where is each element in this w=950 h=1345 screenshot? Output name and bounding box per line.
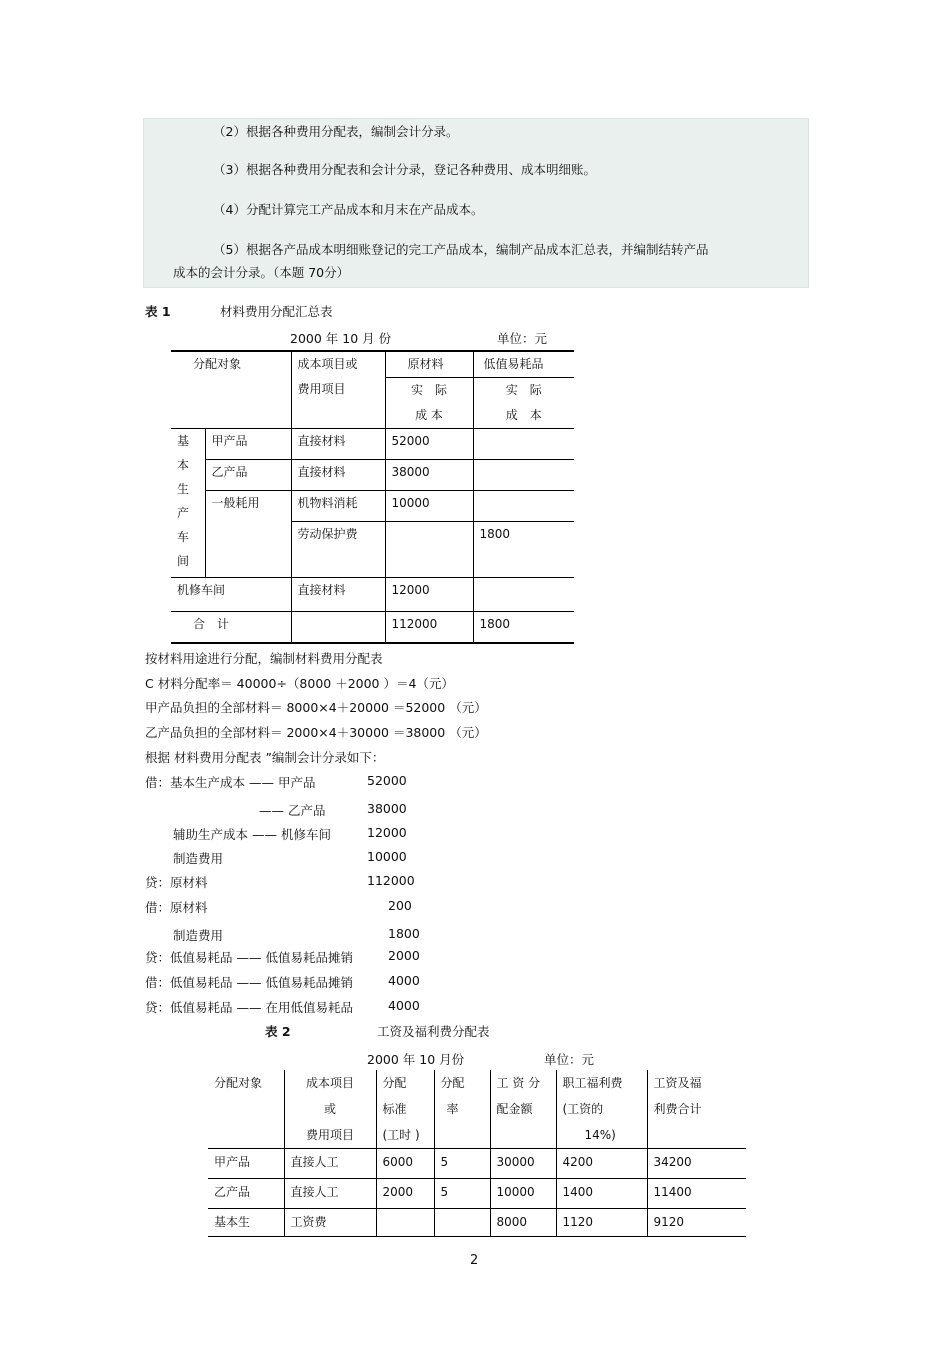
calc-line2: C 材料分配率＝ 40000÷（8000 ＋2000 ）＝4（元）	[145, 676, 454, 691]
cell-welfare: 4200	[556, 1149, 647, 1179]
cell-rate	[434, 1209, 490, 1237]
instruction-5-line2: 成本的会计分录。（本题 70分）	[173, 265, 350, 280]
table1-period: 2000 年 10 月 份	[290, 331, 392, 346]
header-item	[284, 1070, 376, 1149]
header-rate-l1: 分配	[440, 1076, 465, 1090]
header-low-sub2: 成 本	[505, 408, 542, 422]
journal-amount: 200	[388, 898, 412, 913]
cell-total: 9120	[653, 1215, 685, 1229]
journal-label: —— 乙产品	[259, 803, 326, 818]
journal-label: 制造费用	[173, 928, 224, 943]
header-wage-l2: 配金额	[496, 1102, 533, 1116]
row-sub: 一般耗用	[205, 491, 291, 578]
journal-label: 制造费用	[173, 851, 224, 866]
cell-wage: 10000	[490, 1179, 556, 1209]
header-raw-sub	[385, 378, 473, 429]
table1-label: 表 1	[145, 304, 171, 319]
cell-std: 2000	[376, 1179, 434, 1209]
header-low: 低值易耗品	[473, 351, 574, 378]
row-raw: 10000	[385, 491, 473, 522]
header-total-l2: 利费合计	[653, 1102, 702, 1116]
row-raw	[385, 522, 473, 578]
row-raw: 52000	[385, 429, 473, 460]
row-low: 1800	[479, 527, 511, 541]
header-raw: 原材料	[385, 351, 473, 378]
header-item-line1: 成本项目或	[297, 357, 358, 371]
group-char: 本	[177, 458, 190, 472]
journal-label: 贷：原材料	[145, 875, 208, 890]
row-low	[473, 491, 574, 522]
material-cost-table	[171, 350, 574, 644]
header-wage	[490, 1070, 556, 1149]
cell-wage: 8000	[490, 1209, 556, 1237]
header-item-l3: 费用项目	[305, 1128, 354, 1142]
wage-welfare-table	[208, 1070, 746, 1237]
page-number: 2	[470, 1253, 479, 1268]
header-welfare-l1: 职工福利费	[562, 1076, 623, 1090]
calc-line4: 乙产品负担的全部材料＝ 2000×4＋30000 ＝38000 （元）	[145, 725, 487, 740]
cell-std	[376, 1209, 434, 1237]
group-char: 间	[177, 554, 190, 568]
cell-total: 11400	[653, 1185, 692, 1199]
cell-object: 乙产品	[208, 1179, 284, 1209]
header-rate-l2: 率	[446, 1102, 459, 1116]
table2-label: 表 2	[265, 1024, 291, 1039]
table1-unit: 单位：元	[497, 331, 548, 346]
header-low-sub	[473, 378, 574, 429]
instruction-3: （3）根据各种费用分配表和会计分录，登记各种费用、成本明细账。	[213, 162, 596, 177]
total-label: 合 计	[171, 612, 291, 644]
journal-label: 借：原材料	[145, 900, 208, 915]
row-low	[473, 460, 574, 491]
row-raw: 38000	[385, 460, 473, 491]
journal-amount: 4000	[388, 998, 420, 1013]
header-total-l1: 工资及福	[653, 1076, 702, 1090]
header-wage-l1: 工 资 分	[496, 1076, 541, 1090]
header-object: 分配对象	[171, 351, 291, 429]
journal-label: 借：基本生产成本 —— 甲产品	[145, 775, 316, 790]
header-low-sub1: 实 际	[505, 383, 542, 397]
header-std	[376, 1070, 434, 1149]
instruction-2: （2）根据各种费用分配表，编制会计分录。	[213, 124, 459, 139]
journal-amount: 1800	[388, 926, 420, 941]
journal-amount: 52000	[367, 773, 407, 788]
total-low: 1800	[473, 612, 574, 644]
cell-item: 直接人工	[284, 1179, 376, 1209]
header-item-l1: 成本项目	[305, 1076, 354, 1090]
journal-amount: 112000	[367, 873, 415, 888]
journal-amount: 12000	[367, 825, 407, 840]
cell-std: 6000	[376, 1149, 434, 1179]
table-row	[208, 1149, 746, 1179]
row-item: 机物料消耗	[291, 491, 385, 522]
repair-low	[473, 578, 574, 612]
journal-label: 贷：低值易耗品 —— 低值易耗品摊销	[145, 950, 353, 965]
group-char: 生	[177, 482, 190, 496]
calc-line1: 按材料用途进行分配，编制材料费用分配表	[145, 651, 383, 666]
cell-total: 34200	[653, 1155, 692, 1169]
table2-period: 2000 年 10 月份	[367, 1052, 465, 1067]
group-basic-workshop	[171, 429, 205, 578]
journal-label: 贷：低值易耗品 —— 在用低值易耗品	[145, 1000, 353, 1015]
repair-item: 直接材料	[291, 578, 385, 612]
row-item: 直接材料	[291, 460, 385, 491]
cell-rate: 5	[434, 1179, 490, 1209]
table-row	[208, 1179, 746, 1209]
header-std-l3: (工时 )	[382, 1128, 420, 1142]
table1-title: 材料费用分配汇总表	[220, 304, 333, 319]
journal-amount: 2000	[388, 948, 420, 963]
cell-item: 直接人工	[284, 1149, 376, 1179]
table2-title: 工资及福利费分配表	[377, 1024, 490, 1039]
cell-item: 工资费	[284, 1209, 376, 1237]
cell-object: 甲产品	[208, 1149, 284, 1179]
header-std-l1: 分配	[382, 1076, 407, 1090]
group-char: 车	[177, 530, 190, 544]
header-item-line2: 费用项目	[297, 382, 346, 396]
header-welfare-l3: 14%)	[584, 1128, 616, 1142]
journal-amount: 4000	[388, 973, 420, 988]
cell-wage: 30000	[490, 1149, 556, 1179]
row-item: 劳动保护费	[291, 522, 385, 578]
table2-unit: 单位：元	[544, 1052, 595, 1067]
journal-amount: 38000	[367, 801, 407, 816]
header-object: 分配对象	[208, 1070, 284, 1149]
instruction-5-line1: （5）根据各产品成本明细账登记的完工产品成本，编制产品成本汇总表，并编制结转产品	[213, 242, 709, 257]
journal-amount: 10000	[367, 849, 407, 864]
group-char: 产	[177, 506, 190, 520]
header-welfare	[556, 1070, 647, 1149]
total-raw: 112000	[385, 612, 473, 644]
cell-welfare: 1400	[556, 1179, 647, 1209]
cell-object: 基本生	[208, 1209, 284, 1237]
cell-rate: 5	[434, 1149, 490, 1179]
instruction-4: （4）分配计算完工产品成本和月末在产品成本。	[213, 202, 484, 217]
row-sub: 乙产品	[205, 460, 291, 491]
calc-line5: 根据 材料费用分配表 ”编制会计分录如下：	[145, 750, 385, 765]
header-rate	[434, 1070, 490, 1149]
header-item	[291, 351, 385, 429]
header-total	[647, 1070, 746, 1149]
total-item	[291, 612, 385, 644]
header-raw-sub1: 实 际	[410, 383, 447, 397]
header-welfare-l2: (工资的	[562, 1102, 604, 1116]
row-low	[473, 429, 574, 460]
header-std-l2: 标准	[382, 1102, 407, 1116]
journal-label: 辅助生产成本 —— 机修车间	[173, 827, 331, 842]
journal-label: 借：低值易耗品 —— 低值易耗品摊销	[145, 975, 353, 990]
header-item-l2: 或	[323, 1102, 336, 1116]
cell-welfare: 1120	[556, 1209, 647, 1237]
table-row	[208, 1209, 746, 1237]
group-char: 基	[177, 434, 190, 448]
repair-object: 机修车间	[171, 578, 291, 612]
calc-line3: 甲产品负担的全部材料＝ 8000×4＋20000 ＝52000 （元）	[145, 700, 487, 715]
row-item: 直接材料	[291, 429, 385, 460]
header-raw-sub2: 成 本	[415, 408, 443, 422]
repair-raw: 12000	[385, 578, 473, 612]
row-sub: 甲产品	[205, 429, 291, 460]
